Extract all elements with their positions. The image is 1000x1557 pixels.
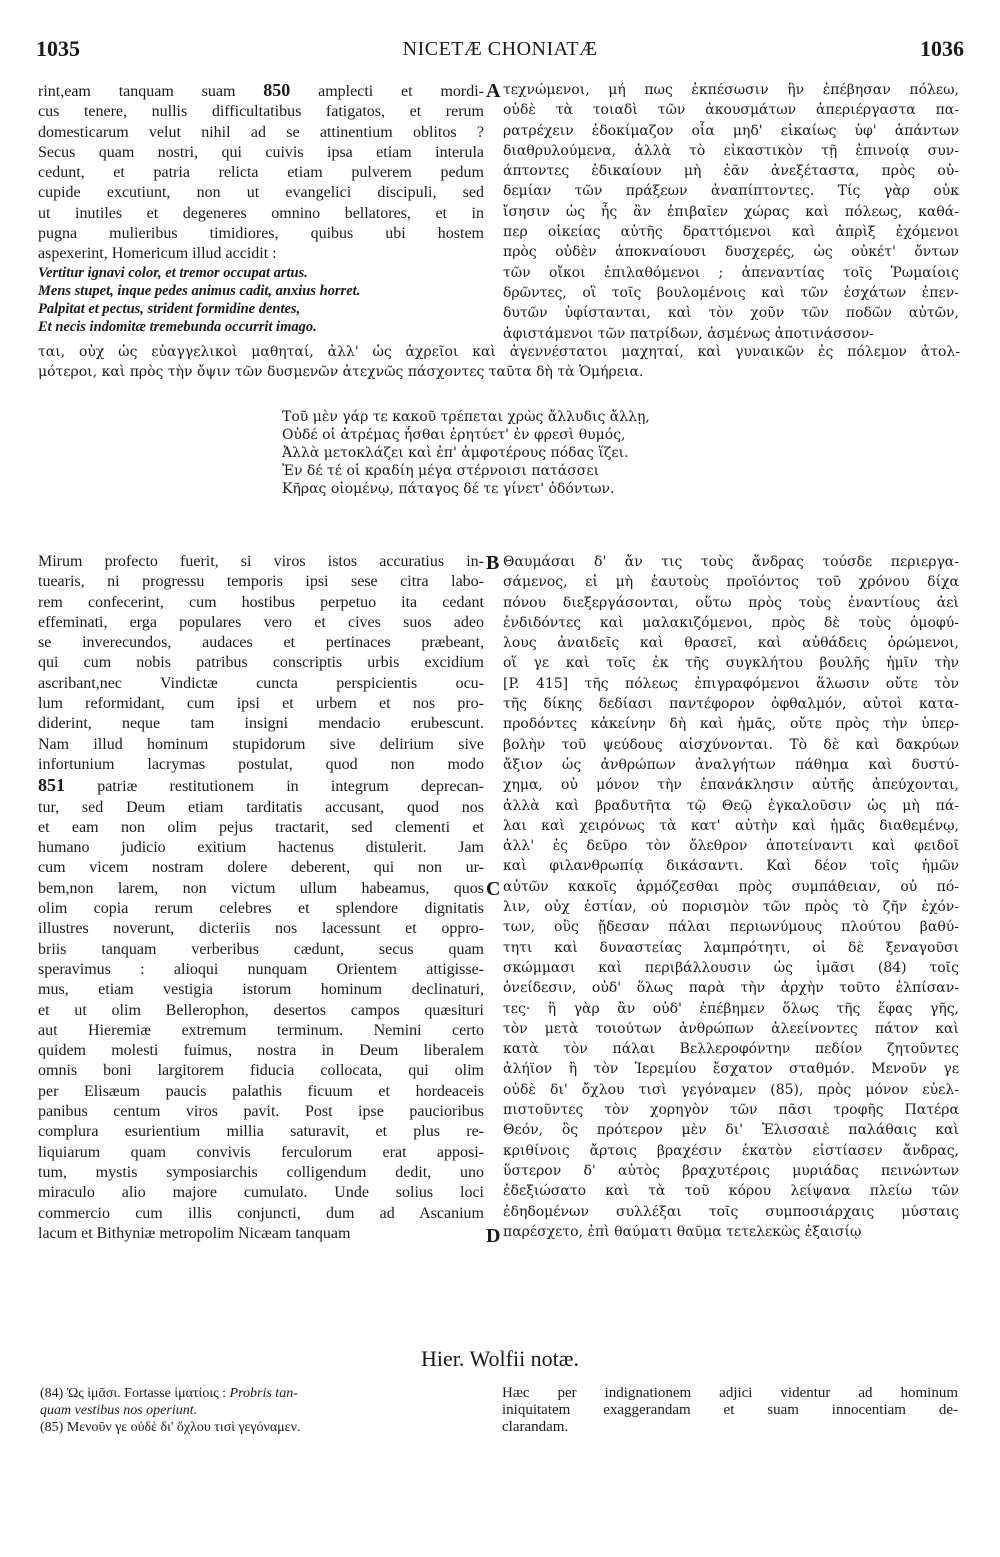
text-line: speravimus : alioqui nunquam Orientem attigisse- [38, 960, 484, 978]
text-line: ἀλλ' ἐς δεῦρο τὸν ὄλεθρον ἀποτείναντι καὶ φειδοῖ [503, 838, 959, 855]
text-line: mus, etiam vestigia istorum hominum declinaturi, [38, 981, 484, 999]
text-line: τῶν οἴκοι ἐπιλαθόμενοι ; ἀπεναντίας τοῖς Ῥωμαίοις [503, 264, 959, 281]
text-line: panibus centum viros pavit. Post ipse paucioribus [38, 1103, 484, 1121]
text-line: σάμενος, εἰ μὴ ἑαυτοὺς προϊόντος τοῦ χρόνου δίχα [503, 574, 959, 591]
text-line: Mens stupet, inque pedes animus cadit, anxius horret. [38, 283, 361, 299]
text-line: τες· ἢ γὰρ ἂν οὐδ' ἐπέβημεν ὅλως τῆς ἕφας γῆς, [503, 1000, 959, 1017]
text-line: briis tanquam verberibus cædunt, secus quam [38, 940, 484, 958]
text-line: Et necis indomitæ tremebunda occurrit imago. [38, 319, 317, 335]
text-line: κριθίνοις ἄρτοις βραχέσιν ἑκατὸν εἱστίασεν ἄνδρας, [503, 1142, 959, 1159]
text-line: cupide excutiunt, non ut evangelici discipuli, sed [38, 184, 484, 202]
text-line: lum reformidant, cum ipsi et urbem et nos pro- [38, 695, 484, 713]
text-line: cus tenere, nullis difficultatibus fatigatos, et rerum [38, 103, 484, 121]
running-title: NICETÆ CHONIATÆ [402, 38, 598, 60]
text-line: ἀλλὰ καὶ βραδυτῆτα τῷ Θεῷ ἐγκαλοῦσιν ὡς μὴ πά- [503, 797, 959, 814]
greek-column-top [503, 80, 959, 344]
text-line: λαι καὶ χειρόνως τὰ κατ' αὐτὴν καὶ ἡμᾶς διαθεμένῳ, [503, 817, 959, 834]
text-line: cum vicem nostram dolere deberent, qui non ur- [38, 859, 484, 877]
text-line: προδόντες κἀκείνην δὴ καὶ ἡμᾶς, οὔτε πρὸς τὴν ὑπερ- [503, 716, 959, 733]
text-line: effeminati, erga populares vero et cives suos adeo [38, 613, 484, 631]
text-line: βολὴν τοῦ ψεύδους αἰσχύνονται. Τὸ δὲ καὶ δακρύων [503, 736, 959, 753]
latin-column-main [38, 552, 484, 1244]
text-line: πιστοῦντες τὸν χορηγὸν τῶν πᾶσι τροφῆς Πατέρα [503, 1102, 959, 1119]
page-number-left: 1035 [36, 36, 80, 61]
text-line: ἐδεξιώσατο καὶ τὰ τοῦ κόρου λείψανα πλείω τῶν [503, 1183, 959, 1200]
note-line: iniquitatem exaggerandam et suam innocentiam de- [502, 1402, 958, 1418]
text-line: διαθρυλούμενα, ἀλλὰ τὸ εἰκαστικὸν τῇ ἐπινοίᾳ συν- [503, 142, 959, 159]
text-line: ἄξιον ὡς ἀνθρώπων ἀναλγήτων πάθημα καὶ δυστύ- [503, 756, 959, 773]
text-line: liquiarum quam convivis ferculorum erat apposi- [38, 1143, 484, 1161]
text-line: περ οἰκείας αὐτῆς δραττόμενοι καὶ ἀπρὶξ ἐχόμενοι [503, 224, 959, 241]
text-line: ἀλήϊον ἢ τὸν Ἱερεμίου ἔσχατον σταθμόν. Μενοῦν γε [503, 1061, 959, 1078]
text-line: Palpitat et pectus, strident formidine dentes, [38, 301, 301, 317]
greek-verse [282, 408, 742, 498]
text-line: αὐτῶν κακοῖς ἁρμόζεσθαι πρὸς συμπάθειαν, οὐ πό- [503, 878, 959, 895]
text-line: οὐδὲ δι' ὄχλου τισὶ γεγόναμεν (85), πρὸς μόνον εὐελ- [503, 1081, 959, 1098]
text-line: Secus quam nostri, qui cuivis ipsa etiam interula [38, 143, 484, 161]
text-line: λιν, οὐχ ἑστίαν, οὐ πορισμὸν τῶν πρὸς τὸ ζῆν ἐχόν- [503, 899, 959, 916]
text-line: χημα, οὐ μόνον τὴν ἐπανάκλησιν αὐτῆς ἀπεύχονται, [503, 777, 959, 794]
note-line: clarandam. [502, 1419, 569, 1435]
footnote-84 [40, 1385, 490, 1436]
text-line: τὸν μετὰ τοιούτων ἀνθρώπων ἀλεείνοντες πάτον καὶ [503, 1020, 959, 1037]
text-line: et ut olim Bellerophon, desertos campos quæsituri [38, 1001, 484, 1019]
text-line: olim copia rerum celebres et splendore dignitatis [38, 900, 484, 918]
text-line: commercio cum illis conjuncti, dum ad Ascanium [38, 1204, 484, 1222]
text-line: se inverecundos, audaces et pertinaces præbeant, [38, 634, 484, 652]
text-line: ται, οὐχ ὡς εὐαγγελικοὶ μαθηταί, ἀλλ' ὡς ἀχρεῖοι καὶ ἀγεννέστατοι μαχηταί, καὶ γυναικῶν ἐς πόλεμον ἀτολ- [38, 344, 960, 360]
text-line: Vertitur ignavi color, et tremor occupat artus. [38, 265, 308, 281]
footnote-84-italic-1: Probris tan- [229, 1386, 298, 1401]
text-line: τητι καὶ δυναστείας λαμπρότητι, οἱ δὲ ξεναγοῦσι [503, 939, 959, 956]
footnote-right [502, 1385, 958, 1436]
latin-column-top [38, 80, 484, 265]
text-line: tur, sed Deum etiam tarditatis accusant, quod nos [38, 798, 484, 816]
text-line: δεμίαν τῶν πράξεων ἀναπίπτοντες. Τίς γὰρ οὐκ [503, 183, 959, 200]
text-line: των, οὓς ᾔδεσαν πάλαι περιωνύμους πλούτου βαθύ- [503, 919, 959, 936]
text-line: Θεόν, ὃς πρότερον μὲν δι' Ἐλισσαιὲ παλάθαις καὶ [503, 1122, 959, 1139]
footnote-84-italic-2: quam vestibus nos operiunt. [40, 1403, 198, 1418]
text-line: complura esurientium millia saturavit, et plus re- [38, 1123, 484, 1141]
text-line: rint,eam tanquam suam 850 amplecti et mordi- [38, 80, 484, 100]
latin-verse [38, 264, 484, 336]
text-line: et eam non olim pejus tractarit, sed clementi et [38, 818, 484, 836]
footnote-85: (85) Μενοῦν γε οὐδὲ δι' ὄχλου τισὶ γεγόναμεν. [40, 1420, 301, 1435]
text-line: Mirum profecto fuerit, si viros istos accuratius in- [38, 553, 484, 570]
text-line: per Elisæum paucis palathis ficuum et hordeaceis [38, 1082, 484, 1100]
text-line: infortunium lacrymas postulat, quod non modo [38, 755, 484, 773]
margin-letter-d: D [486, 1225, 501, 1247]
text-line: ἐνδιδόντες καὶ μαλακιζόμενοι, πρὸς δὲ τοὺς ὁμοφύ- [503, 614, 959, 631]
text-line: κατὰ τὸν πάλαι Βελλεροφόντην πεδίον ζητοῦντες [503, 1041, 959, 1058]
text-line: δυτῶν ὑφίστανται, καὶ τὸν χοῦν τῶν ποδῶν αὐτῶν, [503, 305, 959, 322]
text-line: ὀνείδεσιν, οὐδ' ὅλως παρὰ τὴν ἀρχὴν τοῦτο ἐλπίσαν- [503, 980, 959, 997]
text-line: παρέσχετο, ἐπὶ θαύματι θαῦμα τετελεκὼς ἐξαισίῳ [503, 1223, 862, 1240]
text-line: καὶ φιλανθρωπίᾳ δικάσαντι. Καὶ δέον τοῖς ἡμῶν [503, 858, 959, 875]
greek-full-width [38, 342, 960, 382]
page-header [36, 36, 964, 66]
text-line: rem confecerint, cum hostibus perpetuo ita cedant [38, 593, 484, 611]
page-number-right: 1036 [920, 36, 964, 61]
notes-title: Hier. Wolfii notæ. [421, 1346, 579, 1371]
text-line: Nam illud hominum stupidorum sive delirium sive [38, 735, 484, 753]
text-line: άπτοντες ἐδικαίουν μὴ ἐᾶν ἀνεξέταστα, πρὸς οὐ- [503, 163, 959, 180]
text-line: ρατρέχειν ἐδοκίμαζον οἷα μηδ' εἰκαίως ὑφ' ἁπάντων [503, 122, 959, 139]
text-line: Οὐδέ οἱ ἀτρέμας ἧσθαι ἐρητύετ' ἐν φρεσὶ θυμός, [282, 427, 626, 443]
text-line: τεχνώμενοι, μή πως ἐκπέσωσιν ἣν ἐπέβησαν πόλεω, [503, 82, 959, 98]
text-line: lacum et Bithyniæ metropolim Nicæam tanquam [38, 1224, 351, 1242]
text-line: ascribant,nec Vindictæ cuncta perspicientis ocu- [38, 674, 484, 692]
text-line: cedunt, et patria relicta etiam pulverem pedum [38, 164, 484, 182]
text-line: σκώμμασι καὶ περιβάλλουσιν ὡς ἱμᾶσι (84) τοῖς [503, 959, 959, 976]
text-line: bem,non larem, non victum ullum habeamus, quos [38, 879, 484, 897]
text-line: ἴσησιν ὡς ἧς ἂν ἐπιβαῖεν χώρας καὶ πόλεως, καθά- [503, 203, 959, 220]
text-line: ἀφιστάμενοι τῶν πατρίδων, ἀσμένως ἀποτινάσσον- [503, 325, 874, 342]
text-line: Ἀλλὰ μετοκλάζει καὶ ἐπ' ἀμφοτέρους πόδας ἵζει. [282, 445, 629, 461]
text-line: λους ἀναιδεῖς καὶ θρασεῖ, καὶ αὐθάδεις ὁρώμενοι, [503, 635, 959, 652]
text-line: tum, mystis symposiarchis colligendum dedit, uno [38, 1163, 484, 1181]
text-line: τῆς δίκης δεδίασι παντέφορον ὀφθαλμόν, αὐτοὶ κατα- [503, 696, 959, 713]
margin-letter-c: C [486, 878, 501, 900]
text-line: πόνου διεξεργάσονται, οὕτω πρὸς τοὺς ἐναντίους ἀεὶ [503, 594, 959, 611]
text-line: 851 patriæ restitutionem in integrum deprecan- [38, 775, 484, 796]
text-line: pugna mulieribus timidiores, quibus ubi hostem [38, 225, 484, 243]
margin-letter-b: B [486, 552, 500, 574]
text-line: omnis boni largitorem fiducia collocata, qui olim [38, 1062, 484, 1080]
text-line: Κῆρας οἰομένῳ, πάταγος δέ τε γίνετ' ὀδόντων. [282, 481, 615, 497]
text-line: Τοῦ μὲν γάρ τε κακοῦ τρέπεται χρὼς ἄλλυδις ἄλλῃ, [282, 409, 650, 425]
text-line: Θαυμάσαι δ' ἄν τις τοὺς ἄνδρας τούσδε περιεργα- [503, 554, 959, 570]
text-line: ὕστερον δ' αὐτὸς βραχυτέροις μυριάδας πεινώντων [503, 1162, 959, 1179]
text-line: illustres noverunt, dicteriis nos lacessunt et oppro- [38, 920, 484, 938]
margin-letter-a: A [486, 80, 501, 102]
text-line: qui cum nobis patribus conscriptis urbis excidium [38, 654, 484, 672]
text-line: humano judicio exitium hactenus distulerit. Jam [38, 839, 484, 857]
text-line: miraculo alio majore cumulato. Unde solius loci [38, 1184, 484, 1202]
text-line: aspexerint, Homericum illud accidit : [38, 245, 277, 263]
text-line: domesticarum velut nihil ad se attinentium oblitos ? [38, 123, 484, 141]
text-line: μότεροι, καὶ πρὸς τὴν ὄψιν τῶν δυσμενῶν ἀτεχνῶς πάσχοντες ταῦτα δὴ τὰ Ὁμήρεια. [38, 364, 644, 380]
text-line: πρὸς οὐδὲν ἀποκναίουσι δυσχερές, ὡς οὐκέτ' ὄντων [503, 244, 959, 261]
text-line: ut inutiles et degeneres omnino bellatores, et in [38, 204, 484, 222]
greek-column-main [503, 552, 959, 1242]
text-line: quidem molesti fuimus, nostra in Deum liberalem [38, 1042, 484, 1060]
text-line: ἐδηδομένων συλλέξαι τοῖς συμποσιάρχαις μύσταις [503, 1203, 959, 1220]
text-line: [P. 415] τῆς πόλεως ἐπιγραφόμενοι ἅλωσιν οὔτε τὸν [503, 675, 959, 692]
text-line: δρῶντες, οἳ τοῖς βουλομένοις καὶ τῶν ἐσχάτων ἐπεν- [503, 284, 959, 301]
text-line: οὐδὲ τὰ τοιαδὶ τῶν ἀκουσμάτων ἀπεριέργαστα πα- [503, 102, 959, 119]
footnote-84-ref: (84) Ὡς ἱμᾶσι. Fortasse ἱματίοις : [40, 1386, 227, 1401]
text-line: οἵ γε καὶ τοῖς ἐκ τῆς συγκλήτου βουλῆς ἡμῖν τὴν [503, 655, 959, 672]
text-line: aut Hieremiæ extremum terminum. Nemini certo [38, 1021, 484, 1039]
text-line: Ἐν δέ τέ οἱ κραδίη μέγα στέρνοισι πατάσσει [282, 463, 600, 479]
text-line: diderint, neque tam insigni mendacio erubescunt. [38, 715, 484, 733]
note-line: Hæc per indignationem adjici videntur ad hominum [502, 1385, 958, 1401]
text-line: tuearis, ni progressu temporis ipsi sese citra labo- [38, 573, 484, 591]
